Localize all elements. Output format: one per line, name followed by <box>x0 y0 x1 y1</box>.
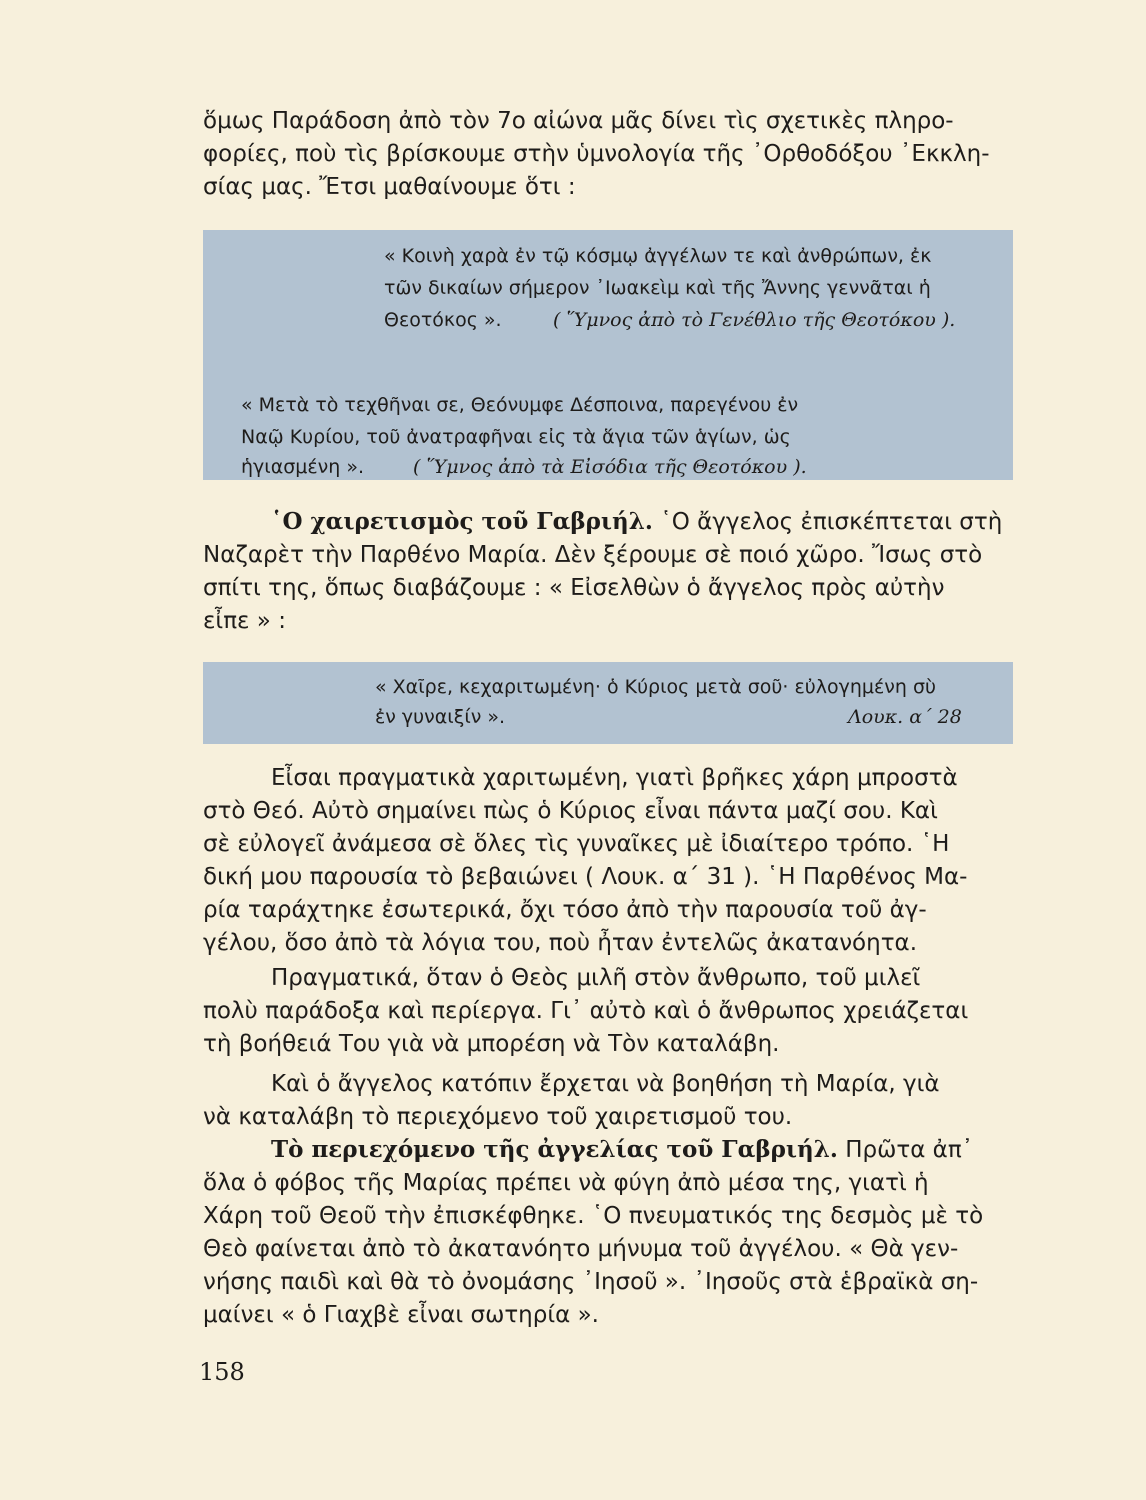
text-line: Εἶσαι πραγματικὰ χαριτωμένη, γιατὶ βρῆκες χάρη μπροστὰ <box>271 765 958 791</box>
section-annunciation-content <box>203 1133 1006 1332</box>
quote-line: Ναῷ Κυρίου, τοῦ ἀνατραφῆναι εἰς τὰ ἅγια τῶν ἁγίων, ὡς <box>241 426 791 448</box>
text-line: εἶπε » : <box>203 608 286 634</box>
text-line: δική μου παρουσία τὸ βεβαιώνει ( Λουκ. α΄ 31 ). ῾Η Παρθένος Μα- <box>203 864 968 890</box>
paragraph-god-speaks <box>203 962 1006 1061</box>
hymn-citation: ( Ὕμνος ἀπὸ τὸ Γενέθλιο τῆς Θεοτόκου ). <box>553 309 956 331</box>
text-line: ὅμως Παράδοση ἀπὸ τὸν 7ο αἰώνα μᾶς δίνει τὶς σχετικὲς πληρο- <box>203 108 954 134</box>
quote-line: « Μετὰ τὸ τεχθῆναι σε, Θεόνυμφε Δέσποινα, παρεγένου ἐν <box>241 394 799 416</box>
paragraph-angel-helps <box>203 1068 1006 1134</box>
text-line: γέλου, ὅσο ἀπὸ τὰ λόγια του, ποὺ ἦταν ἐντελῶς ἀκατανόητα. <box>203 930 918 956</box>
section-heading: Τὸ περιεχόμενο τῆς ἀγγελίας τοῦ Γαβριήλ. <box>271 1136 838 1163</box>
hymn-quotes-box <box>203 230 1013 480</box>
section-heading: ῾Ο χαιρετισμὸς τοῦ Γαβριήλ. <box>271 508 653 535</box>
quote-line: ἐν γυναιξίν ». <box>375 706 506 728</box>
gospel-citation: Λουκ. α΄ 28 <box>848 706 962 728</box>
text-line: ρία ταράχτηκε ἐσωτερικά, ὄχι τόσο ἀπὸ τὴν παρουσία τοῦ ἀγ- <box>203 897 927 923</box>
text-line: τὴ βοήθειά Του γιὰ νὰ μπορέση νὰ Τὸν καταλάβη. <box>203 1031 780 1057</box>
quote-line: « Κοινὴ χαρὰ ἐν τῷ κόσμῳ ἀγγέλων τε καὶ ἀνθρώπων, ἐκ <box>384 245 932 267</box>
text-line: Χάρη τοῦ Θεοῦ τὴν ἐπισκέφθηκε. ῾Ο πνευματικός της δεσμὸς μὲ τὸ <box>203 1203 984 1229</box>
quote-line: Θεοτόκος ». <box>384 309 502 331</box>
text-line: Πραγματικά, ὅταν ὁ Θεὸς μιλῆ στὸν ἄνθρωπο, τοῦ μιλεῖ <box>271 965 921 991</box>
text-line: σὲ εὐλογεῖ ἀνάμεσα σὲ ὅλες τὶς γυναῖκες μὲ ἰδιαίτερο τρόπο. ῾Η <box>203 831 950 857</box>
text-line: Θεὸ φαίνεται ἀπὸ τὸ ἀκατανόητο μήνυμα τοῦ ἀγγέλου. « Θὰ γεν- <box>203 1236 959 1262</box>
quote-line: τῶν δικαίων σήμερον ᾿Ιωακεὶμ καὶ τῆς Ἄννης γεννᾶται ἡ <box>384 277 931 299</box>
text-run: ῾Ο ἄγγελος ἐπισκέπτεται στὴ <box>660 509 1003 535</box>
text-line <box>203 1133 1006 1167</box>
text-line: Καὶ ὁ ἄγγελος κατόπιν ἔρχεται νὰ βοηθήση τὴ Μαρία, γιὰ <box>271 1071 940 1097</box>
hymn-citation: ( Ὕμνος ἀπὸ τὰ Εἰσόδια τῆς Θεοτόκου ). <box>413 456 807 478</box>
text-line: νὰ καταλάβη τὸ περιεχόμενο τοῦ χαιρετισμοῦ του. <box>203 1104 793 1130</box>
text-line: σίας μας. Ἔτσι μαθαίνουμε ὅτι : <box>203 174 576 200</box>
text-line: στὸ Θεό. Αὐτὸ σημαίνει πὼς ὁ Κύριος εἶναι πάντα μαζί σου. Καὶ <box>203 798 938 824</box>
intro-paragraph <box>203 105 1006 204</box>
text-run: Πρῶτα ἀπ᾿ <box>845 1137 974 1163</box>
text-line: Ναζαρὲτ τὴν Παρθένο Μαρία. Δὲν ξέρουμε σὲ ποιό χῶρο. Ἴσως στὸ <box>203 542 983 568</box>
page-number: 158 <box>199 1358 245 1386</box>
text-line: πολὺ παράδοξα καὶ περίεργα. Γι᾿ αὐτὸ καὶ ὁ ἄνθρωπος χρειάζεται <box>203 998 969 1024</box>
gospel-quote-box <box>203 662 1013 744</box>
quote-line: « Χαῖρε, κεχαριτωμένη· ὁ Κύριος μετὰ σοῦ· εὐλογημένη σὺ <box>375 676 936 698</box>
text-line: νήσης παιδὶ καὶ θὰ τὸ ὀνομάσης ᾿Ιησοῦ ». ᾿Ιησοῦς στὰ ἑβραϊκὰ ση- <box>203 1269 979 1295</box>
quote-line: ἡγιασμένη ». <box>241 456 364 478</box>
text-line: ὅλα ὁ φόβος τῆς Μαρίας πρέπει νὰ φύγη ἀπὸ μέσα της, γιατὶ ἡ <box>203 1170 929 1196</box>
text-line: σπίτι της, ὅπως διαβάζουμε : « Εἰσελθὼν ὁ ἄγγελος πρὸς αὐτὴν <box>203 575 945 601</box>
paragraph-grace <box>203 762 1006 960</box>
section-greeting <box>203 505 1006 638</box>
text-line <box>203 505 1006 539</box>
text-line: μαίνει « ὁ Γιαχβὲ εἶναι σωτηρία ». <box>203 1302 599 1328</box>
text-line: φορίες, ποὺ τὶς βρίσκουμε στὴν ὑμνολογία τῆς ᾿Ορθοδόξου ᾿Εκκλη- <box>203 141 990 167</box>
